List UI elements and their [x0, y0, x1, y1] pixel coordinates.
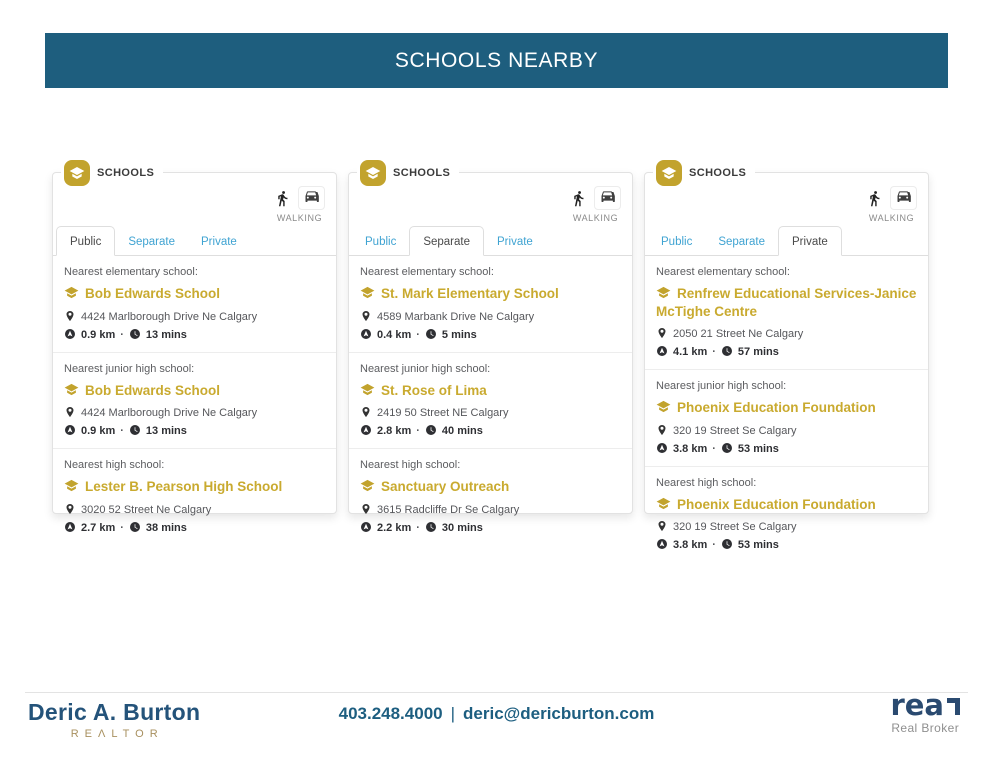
navigation-icon: [656, 345, 668, 357]
distance-row: 2.8 km · 40 mins: [360, 424, 621, 437]
tab-separate[interactable]: Separate: [718, 236, 766, 248]
graduation-cap-icon: [360, 478, 375, 493]
navigation-icon: [360, 521, 372, 533]
distance-row: 4.1 km · 57 mins: [656, 345, 917, 358]
map-pin-icon: [360, 503, 372, 515]
logo-l-shape: [947, 698, 960, 715]
schools-card-private: [644, 167, 929, 552]
section-label: Nearest elementary school:: [64, 266, 198, 278]
school-type-tabs: [349, 226, 632, 256]
school-address: 3020 52 Street Ne Calgary: [64, 503, 325, 516]
graduation-cap-icon: [360, 382, 375, 397]
map-pin-icon: [64, 406, 76, 418]
schools-widget-header: [61, 160, 163, 186]
school-name-link[interactable]: Renfrew Educational Services-Janice McTighe Centre: [656, 286, 917, 319]
car-icon: [894, 188, 913, 204]
graduation-cap-icon: [360, 160, 386, 186]
school-name-link[interactable]: Sanctuary Outreach: [360, 478, 621, 496]
travel-mode-label: WALKING: [276, 213, 323, 223]
agent-name: Deric A. Burton: [28, 699, 201, 725]
navigation-icon: [64, 424, 76, 436]
school-address: 4424 Marlborough Drive Ne Calgary: [64, 310, 325, 323]
school-address: 4589 Marbank Drive Ne Calgary: [360, 310, 621, 323]
footer-divider: [25, 692, 968, 693]
school-section-high: [349, 449, 632, 545]
clock-icon: [425, 424, 437, 436]
navigation-icon: [360, 328, 372, 340]
schools-widget-header: [653, 160, 755, 186]
school-address: 4424 Marlborough Drive Ne Calgary: [64, 406, 325, 419]
tab-private[interactable]: Private: [201, 236, 237, 248]
contact-separator: |: [450, 704, 456, 723]
school-address: 2419 50 Street NE Calgary: [360, 406, 621, 419]
agent-phone: 403.248.4000: [338, 704, 443, 723]
school-name-link[interactable]: Bob Edwards School: [64, 285, 325, 303]
school-name-link[interactable]: Phoenix Education Foundation: [656, 399, 917, 417]
distance-row: 3.8 km · 53 mins: [656, 442, 917, 455]
school-name-link[interactable]: Phoenix Education Foundation: [656, 496, 917, 514]
schools-cards-row: [52, 167, 929, 552]
map-pin-icon: [360, 406, 372, 418]
section-label: Nearest junior high school:: [656, 380, 787, 393]
clock-icon: [129, 521, 141, 533]
distance-row: 0.9 km · 13 mins: [64, 424, 325, 437]
graduation-cap-icon: [64, 285, 79, 300]
widget-title: SCHOOLS: [97, 167, 155, 179]
section-label: Nearest elementary school:: [656, 266, 790, 278]
clock-icon: [721, 345, 733, 357]
travel-mode: [274, 186, 325, 223]
graduation-cap-icon: [656, 496, 671, 511]
tab-separate[interactable]: Separate: [409, 226, 484, 256]
map-pin-icon: [656, 424, 668, 436]
schools-card-public: [52, 167, 337, 534]
tab-private[interactable]: Private: [497, 236, 533, 248]
section-label: Nearest high school:: [64, 459, 165, 472]
distance-row: 2.2 km · 30 mins: [360, 521, 621, 534]
map-pin-icon: [64, 503, 76, 515]
clock-icon: [425, 328, 437, 340]
travel-mode: [570, 186, 621, 223]
section-label: Nearest junior high school:: [360, 362, 491, 375]
widget-title: SCHOOLS: [689, 167, 747, 179]
graduation-cap-icon: [64, 478, 79, 493]
page-title-banner: [45, 33, 948, 88]
school-name-link[interactable]: St. Rose of Lima: [360, 382, 621, 400]
section-label: Nearest high school:: [656, 476, 757, 489]
graduation-cap-icon: [64, 160, 90, 186]
school-section-junior-high: [645, 370, 928, 467]
graduation-cap-icon: [360, 285, 375, 300]
tab-private[interactable]: Private: [778, 226, 842, 256]
page-title: SCHOOLS NEARBY: [394, 48, 599, 72]
navigation-icon: [64, 328, 76, 340]
brokerage-branding: [890, 688, 960, 735]
car-icon: [302, 188, 321, 204]
clock-icon: [721, 538, 733, 550]
clock-icon: [425, 521, 437, 533]
contact-info: [0, 704, 993, 724]
schools-card-separate: [348, 167, 633, 534]
graduation-cap-icon: [656, 285, 671, 300]
school-address: 2050 21 Street Ne Calgary: [656, 327, 917, 340]
school-section-elementary: [645, 256, 928, 370]
walking-icon[interactable]: [570, 190, 587, 207]
school-type-tabs: [53, 226, 336, 256]
clock-icon: [129, 328, 141, 340]
schools-widget-header: [357, 160, 459, 186]
school-section-high: [53, 449, 336, 545]
graduation-cap-icon: [656, 160, 682, 186]
school-section-high: [645, 467, 928, 563]
school-name-link[interactable]: Bob Edwards School: [64, 382, 325, 400]
school-section-elementary: [349, 256, 632, 353]
distance-row: 3.8 km · 53 mins: [656, 538, 917, 551]
navigation-icon: [360, 424, 372, 436]
school-address: 320 19 Street Se Calgary: [656, 424, 917, 437]
graduation-cap-icon: [64, 382, 79, 397]
tab-public[interactable]: Public: [56, 226, 115, 256]
clock-icon: [129, 424, 141, 436]
driving-toggle[interactable]: [890, 186, 917, 210]
map-pin-icon: [64, 310, 76, 322]
school-section-junior-high: [53, 353, 336, 450]
travel-mode-label: WALKING: [868, 213, 915, 223]
real-broker-logo: rea: [890, 691, 960, 720]
map-pin-icon: [656, 520, 668, 532]
agent-email[interactable]: deric@dericburton.com: [463, 704, 655, 723]
driving-toggle[interactable]: [594, 186, 621, 210]
distance-row: 0.9 km · 13 mins: [64, 328, 325, 341]
agent-title: REΛLTOR: [70, 728, 164, 740]
map-pin-icon: [360, 310, 372, 322]
tab-public[interactable]: Public: [365, 236, 397, 248]
school-section-junior-high: [349, 353, 632, 450]
graduation-cap-icon: [656, 399, 671, 414]
school-section-elementary: [53, 256, 336, 353]
travel-mode-label: WALKING: [572, 213, 619, 223]
brokerage-name: Real Broker: [891, 721, 960, 735]
section-label: Nearest junior high school:: [64, 362, 195, 375]
school-type-tabs: [645, 226, 928, 256]
navigation-icon: [656, 442, 668, 454]
school-address: 3615 Radcliffe Dr Se Calgary: [360, 503, 621, 516]
walking-icon[interactable]: [866, 190, 883, 207]
clock-icon: [721, 442, 733, 454]
map-pin-icon: [656, 327, 668, 339]
tab-public[interactable]: Public: [661, 236, 693, 248]
distance-row: 2.7 km · 38 mins: [64, 521, 325, 534]
distance-row: 0.4 km · 5 mins: [360, 328, 621, 341]
section-label: Nearest high school:: [360, 459, 461, 472]
navigation-icon: [64, 521, 76, 533]
car-icon: [598, 188, 617, 204]
tab-separate[interactable]: Separate: [128, 236, 176, 248]
widget-title: SCHOOLS: [393, 167, 451, 179]
driving-toggle[interactable]: [298, 186, 325, 210]
school-name-link[interactable]: St. Mark Elementary School: [360, 285, 621, 303]
travel-mode: [866, 186, 917, 223]
school-name-link[interactable]: Lester B. Pearson High School: [64, 478, 325, 496]
section-label: Nearest elementary school:: [360, 266, 494, 278]
navigation-icon: [656, 538, 668, 550]
school-address: 320 19 Street Se Calgary: [656, 520, 917, 533]
walking-icon[interactable]: [274, 190, 291, 207]
